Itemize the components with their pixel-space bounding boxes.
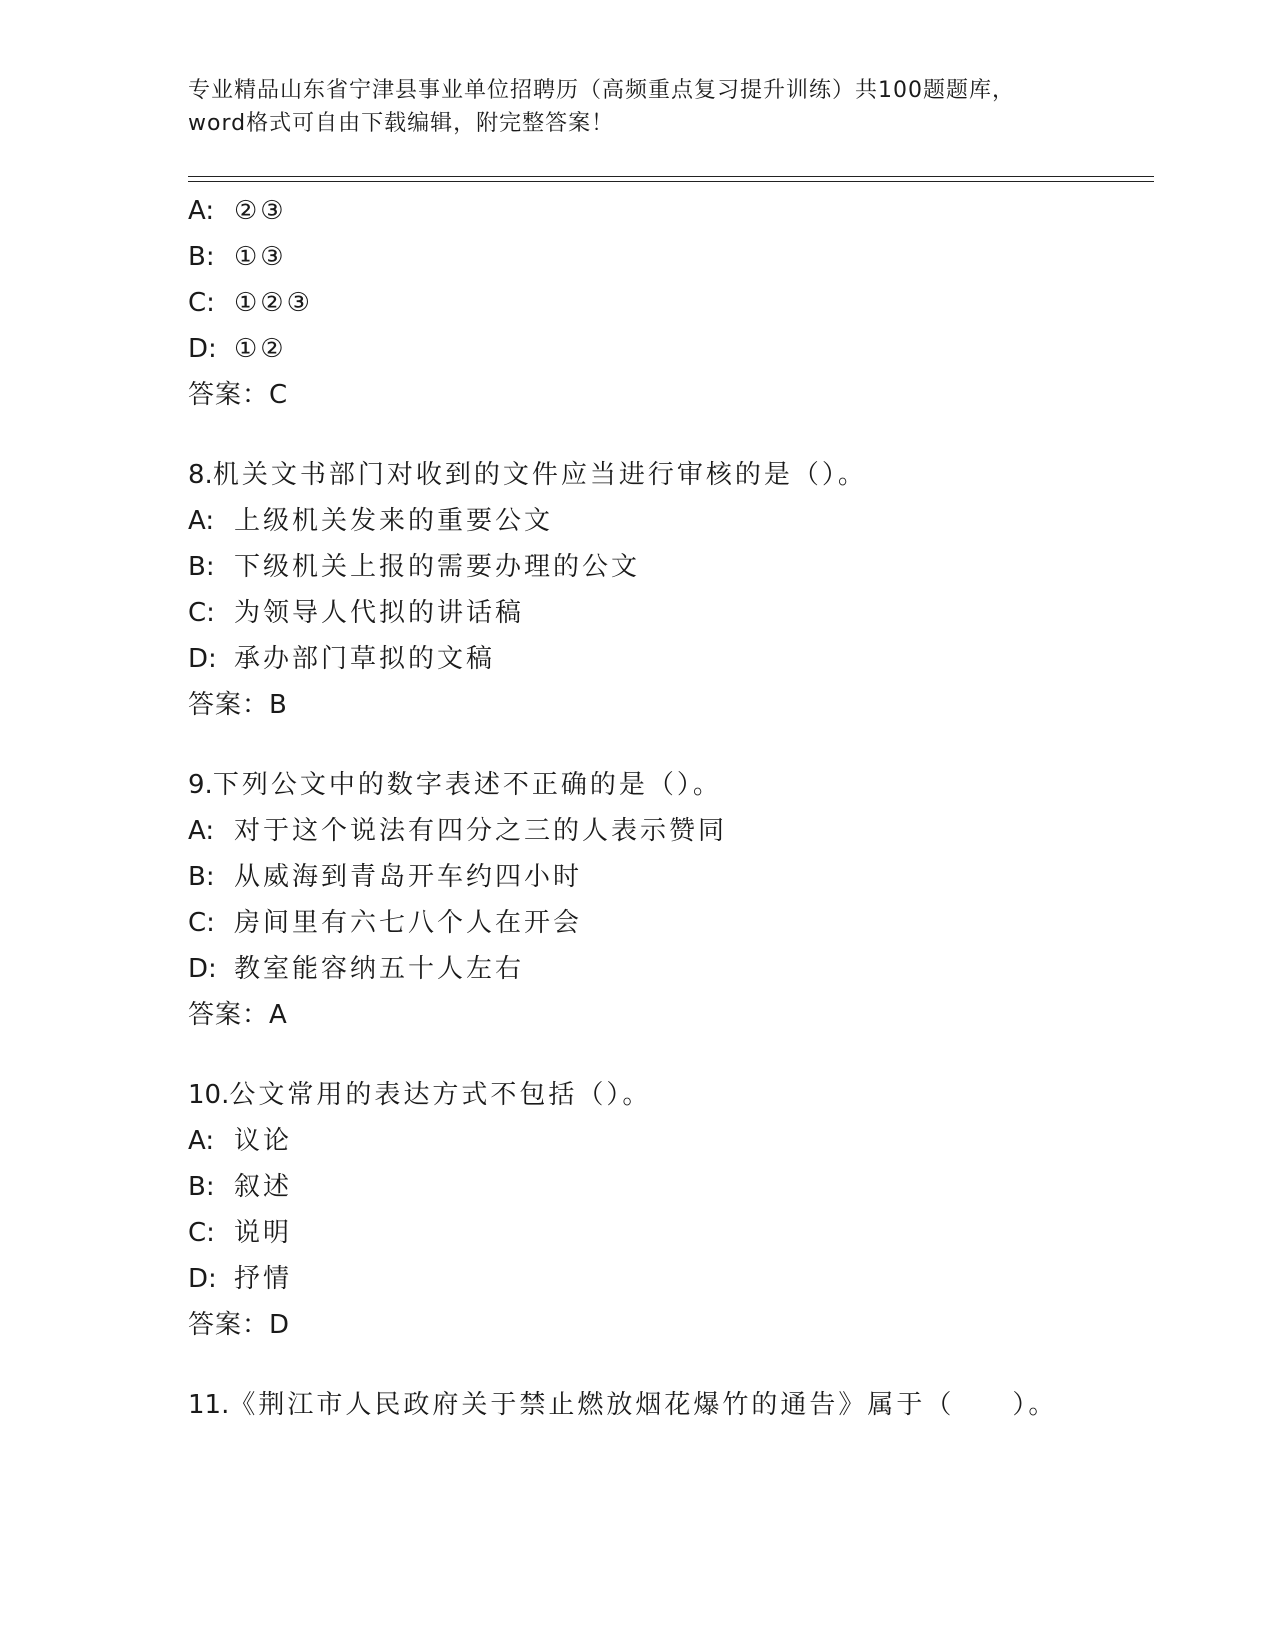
option-c: C: 为领导人代拟的讲话稿 xyxy=(188,598,525,628)
question-7-continuation xyxy=(188,188,1168,418)
option-b: B: 叙述 xyxy=(188,1172,293,1202)
answer: 答案：A xyxy=(188,1000,288,1030)
question-content xyxy=(188,188,1168,1428)
option-d: D: 抒情 xyxy=(188,1264,293,1294)
question-title: 8.机关文书部门对收到的文件应当进行审核的是（）。 xyxy=(188,460,867,490)
option-a: A: 上级机关发来的重要公文 xyxy=(188,506,554,536)
question-9 xyxy=(188,762,1168,1038)
option-c: C: 说明 xyxy=(188,1218,293,1248)
option-a: A: 议论 xyxy=(188,1126,293,1156)
option-c: C: ①②③ xyxy=(188,288,313,318)
question-11 xyxy=(188,1382,1168,1428)
question-8 xyxy=(188,452,1168,728)
document-header: 专业精品山东省宁津县事业单位招聘历（高频重点复习提升训练）共100题题库，word格式可自由下载编辑，附完整答案！ xyxy=(188,78,1015,136)
option-d: D: 教室能容纳五十人左右 xyxy=(188,954,525,984)
question-title: 9.下列公文中的数字表述不正确的是（）。 xyxy=(188,770,722,800)
option-b: B: ①③ xyxy=(188,242,287,272)
question-title: 11.《荆江市人民政府关于禁止燃放烟花爆竹的通告》属于（ ）。 xyxy=(188,1390,1058,1420)
question-10 xyxy=(188,1072,1168,1348)
option-b: B: 下级机关上报的需要办理的公文 xyxy=(188,552,641,582)
option-d: D: 承办部门草拟的文稿 xyxy=(188,644,496,674)
answer: 答案：B xyxy=(188,690,288,720)
option-b: B: 从威海到青岛开车约四小时 xyxy=(188,862,583,892)
answer: 答案：C xyxy=(188,380,289,410)
option-a: A: 对于这个说法有四分之三的人表示赞同 xyxy=(188,816,728,846)
option-d: D: ①② xyxy=(188,334,287,364)
header-rule-top xyxy=(188,176,1154,177)
answer: 答案：D xyxy=(188,1310,291,1340)
option-c: C: 房间里有六七八个人在开会 xyxy=(188,908,583,938)
question-title: 10.公文常用的表达方式不包括（）。 xyxy=(188,1080,652,1110)
header-rule-bottom xyxy=(188,181,1154,182)
option-a: A: ②③ xyxy=(188,196,287,226)
